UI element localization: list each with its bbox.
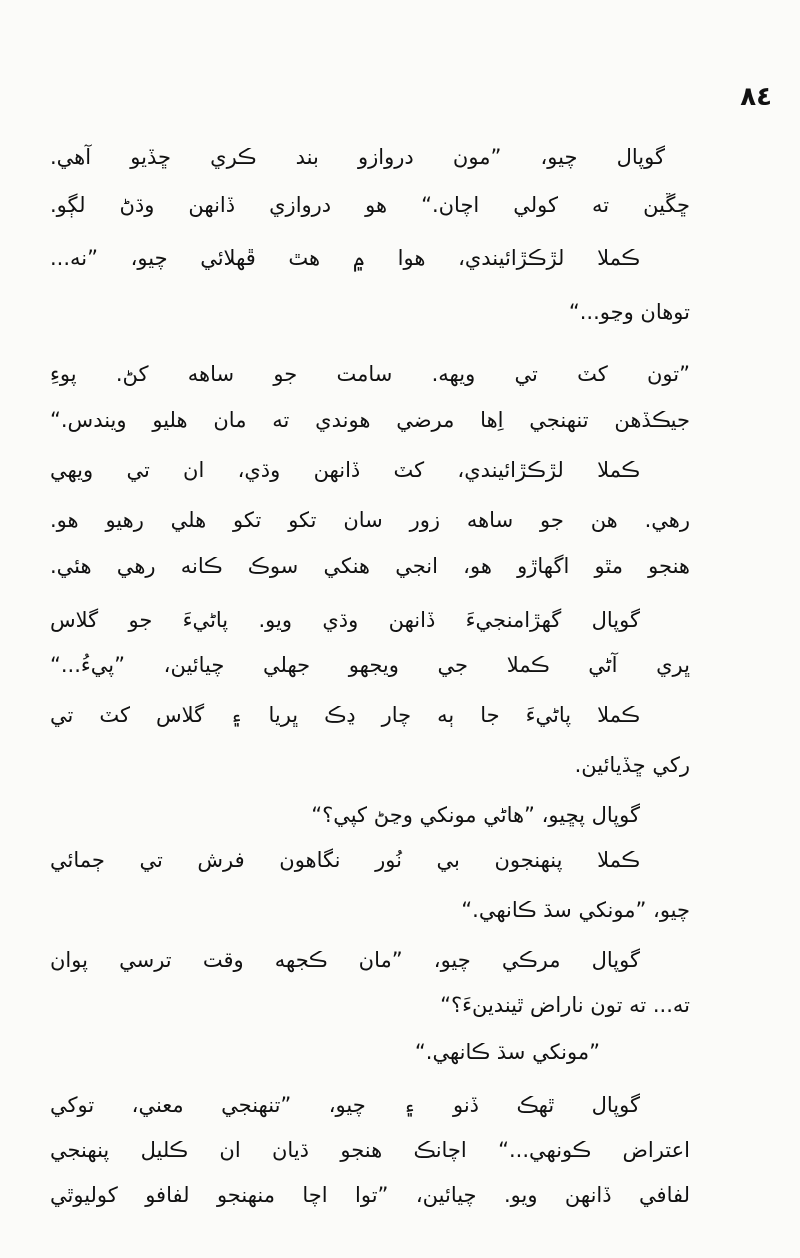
text-line: جيڪڏهن تنهنجي اِها مرضي هوندي ته مان هليو ويندس.“ — [50, 408, 690, 432]
text-line: ڪملا پاڻيءَ جا ٻه چار ڍڪ ڀريا ۽ گلاس کٽ تي — [50, 703, 640, 727]
page-number: ٨٤ — [740, 82, 772, 112]
text-line: ”مونکي سڌ ڪانهي.“ — [414, 1040, 600, 1064]
text-line: گوپال چيو، ”مون دروازو بند ڪري ڇڏيو آهي. — [50, 145, 665, 169]
text-line: گوپال پڇيو، ”هاڻي مونکي وڃڻ کپي؟“ — [311, 803, 640, 827]
text-line: اعتراض ڪونهي...“ اچانڪ هنجو ڌيان ان ڪليل پنهنجي — [50, 1138, 690, 1162]
text-line: ڪملا لڙڪڙائيندي، کٽ ڏانهن وڌي، ان تي ويهي — [50, 458, 640, 482]
text-line: ”تون کٽ تي ويهه. سامت جو ساهه کڻ. پوءِ — [50, 362, 690, 386]
text-line: هنجو مٿو اگهاڙو هو، انجي هنکي سوڪ ڪانه رهي هئي. — [50, 554, 690, 578]
text-line: ڪملا پنهنجون بي نُور نگاهون فرش تي ڄمائي — [50, 848, 640, 872]
text-line: توهان وڃو...“ — [568, 300, 690, 324]
text-line: گوپال مرڪي چيو، ”مان ڪجهه وقت ترسي پوان — [50, 948, 640, 972]
text-line: لفافي ڏانهن ويو. چيائين، ”توا اچا منهنجو لفافو کوليوٿي — [50, 1183, 690, 1207]
text-line: ته... ته تون ناراض ٿيندينءَ؟“ — [440, 993, 690, 1017]
text-line: چيو، ”مونکي سڌ ڪانهي.“ — [461, 898, 690, 922]
text-line: گوپال ٿهڪ ڏنو ۽ چيو، ”تنهنجي معني، توکي — [50, 1093, 640, 1117]
text-line: رکي ڇڏيائين. — [574, 753, 690, 777]
text-line: ڀري آڻي ڪملا جي ويجهو جهلي چيائين، ”پيءُ...“ — [50, 653, 690, 677]
text-line: ڪملا لڙڪڙائيندي، هوا ۾ هٿ ڦهلائي چيو، ”نه... — [50, 246, 640, 270]
text-line: گوپال گهڙامنجيءَ ڏانهن وڌي ويو. پاڻيءَ جو گلاس — [50, 608, 640, 632]
text-line: رهي. هن جو ساهه زور سان تکو تکو هلي رهيو هو. — [50, 508, 690, 532]
text-line: ڇڱين ته کولي اچان.“ هو دروازي ڏانهن وڌڻ لڳو. — [50, 193, 690, 217]
